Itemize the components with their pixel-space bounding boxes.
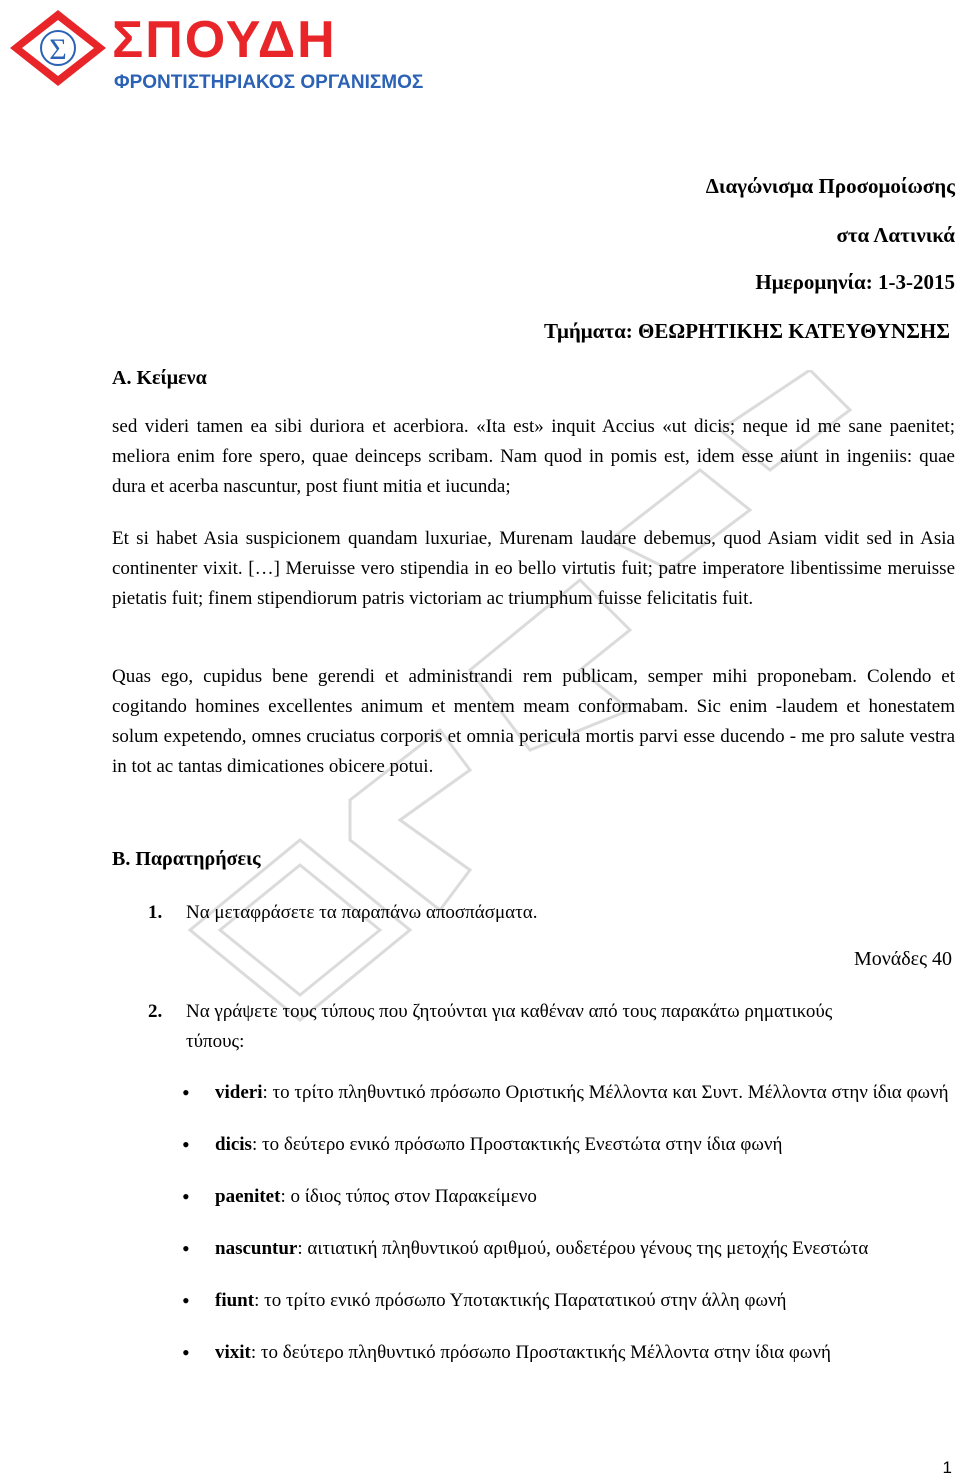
logo-wordmark: ΣΠΟΥΔΗ	[112, 11, 337, 69]
question-2-number: 2.	[148, 1001, 163, 1022]
text-paragraph-2: Et si habet Asia suspicionem quandam luxuriae, Murenam laudare debemus, quod Asiam vidit sed in Asia continenter vixit. […] Meruisse vero stipendia in eo bello virtutis fuit; patre imperatore libentissime meruisse pietatis fuit; finem stipendiorum patris victoriam ac triumphum fuisse felicitatis fuit.	[112, 528, 955, 609]
question-1-marks: Μονάδες 40	[853, 948, 952, 970]
list-item	[180, 1130, 956, 1160]
list-item	[180, 1234, 956, 1264]
list-item-term: videri	[215, 1082, 263, 1103]
list-item-term: dicis	[215, 1134, 252, 1155]
list-item-desc: : το δεύτερο ενικό πρόσωπο Προστακτικής Ενεστώτα στην ίδια φωνή	[251, 1134, 783, 1155]
question-1	[148, 898, 956, 928]
list-item-desc: : αιτιατική πληθυντικού αριθμού, ουδετέρου γένους της μετοχής Ενεστώτα	[297, 1238, 869, 1259]
question-1-text: Να μεταφράσετε τα παραπάνω αποσπάσματα.	[186, 902, 538, 923]
list-item-desc: : το τρίτο πληθυντικό πρόσωπο Οριστικής Μέλλοντα και Συντ. Μέλλοντα στην ίδια φωνή	[262, 1082, 949, 1103]
list-item-desc: : το δεύτερο πληθυντικό πρόσωπο Προστακτικής Μέλλοντα στην ίδια φωνή	[250, 1342, 831, 1363]
logo-subtitle: ΦΡΟΝΤΙΣΤΗΡΙΑΚΟΣ ΟΡΓΑΝΙΣΜΟΣ	[114, 72, 424, 93]
logo-diamond	[8, 8, 108, 88]
exam-subject: στα Λατινικά	[836, 223, 955, 247]
text-paragraph-3: Quas ego, cupidus bene gerendi et administrandi rem publicam, semper mihi proponebam. Colendo et cogitando homines excellentes animum et mentem meam conformabam. Sic enim -laudem et honestatem solum expetendo, omnes cruciatus corporis et omnia pericula mortis parvi esse ducendo - me pro salute vestra in tot ac tantas dimicationes obicere potui.	[112, 666, 955, 777]
question-1-number: 1.	[148, 902, 163, 923]
verb-forms-list	[180, 1078, 956, 1368]
exam-title: Διαγώνισμα Προσομοίωσης	[705, 174, 955, 198]
list-item	[180, 1182, 956, 1212]
exam-department: Τμήματα: ΘΕΩΡΗΤΙΚΗΣ ΚΑΤΕΥΘΥΝΣΗΣ	[544, 319, 950, 343]
section-b-heading: Β. Παρατηρήσεις	[112, 848, 261, 870]
logo-sigma: Σ	[49, 33, 67, 66]
list-item	[180, 1286, 956, 1316]
list-item-desc: : το τρίτο ενικό πρόσωπο Υποτακτικής Παρατατικού στην άλλη φωνή	[254, 1290, 787, 1311]
list-item-term: fiunt	[215, 1290, 255, 1311]
list-item	[180, 1338, 956, 1368]
exam-date: Ημερομηνία: 1-3-2015	[755, 270, 955, 294]
question-2	[148, 997, 956, 1057]
list-item-term: vixit	[215, 1342, 251, 1363]
list-item-term: nascuntur	[215, 1238, 298, 1259]
text-paragraph-1: sed videri tamen ea sibi duriora et acerbiora. «Ita est» inquit Accius «ut dicis; neque id me sane paenitet; meliora enim fore spero, quae deinceps scribam. Nam quod in pomis est, idem esse aiunt in ingeniis: quae dura et acerba nascuntur, post fiunt mitia et iucunda;	[112, 416, 955, 497]
question-2-text: Να γράψετε τους τύπους που ζητούνται για καθέναν από τους παρακάτω ρηματικούς	[186, 1001, 833, 1022]
section-a-heading: Α. Κείμενα	[112, 367, 207, 389]
list-item-term: paenitet	[215, 1186, 281, 1207]
page-number: 1	[942, 1458, 952, 1477]
list-item	[180, 1078, 956, 1108]
question-2-text-cont: τύπους:	[186, 1031, 245, 1052]
list-item-desc: : ο ίδιος τύπος στον Παρακείμενο	[280, 1186, 537, 1207]
